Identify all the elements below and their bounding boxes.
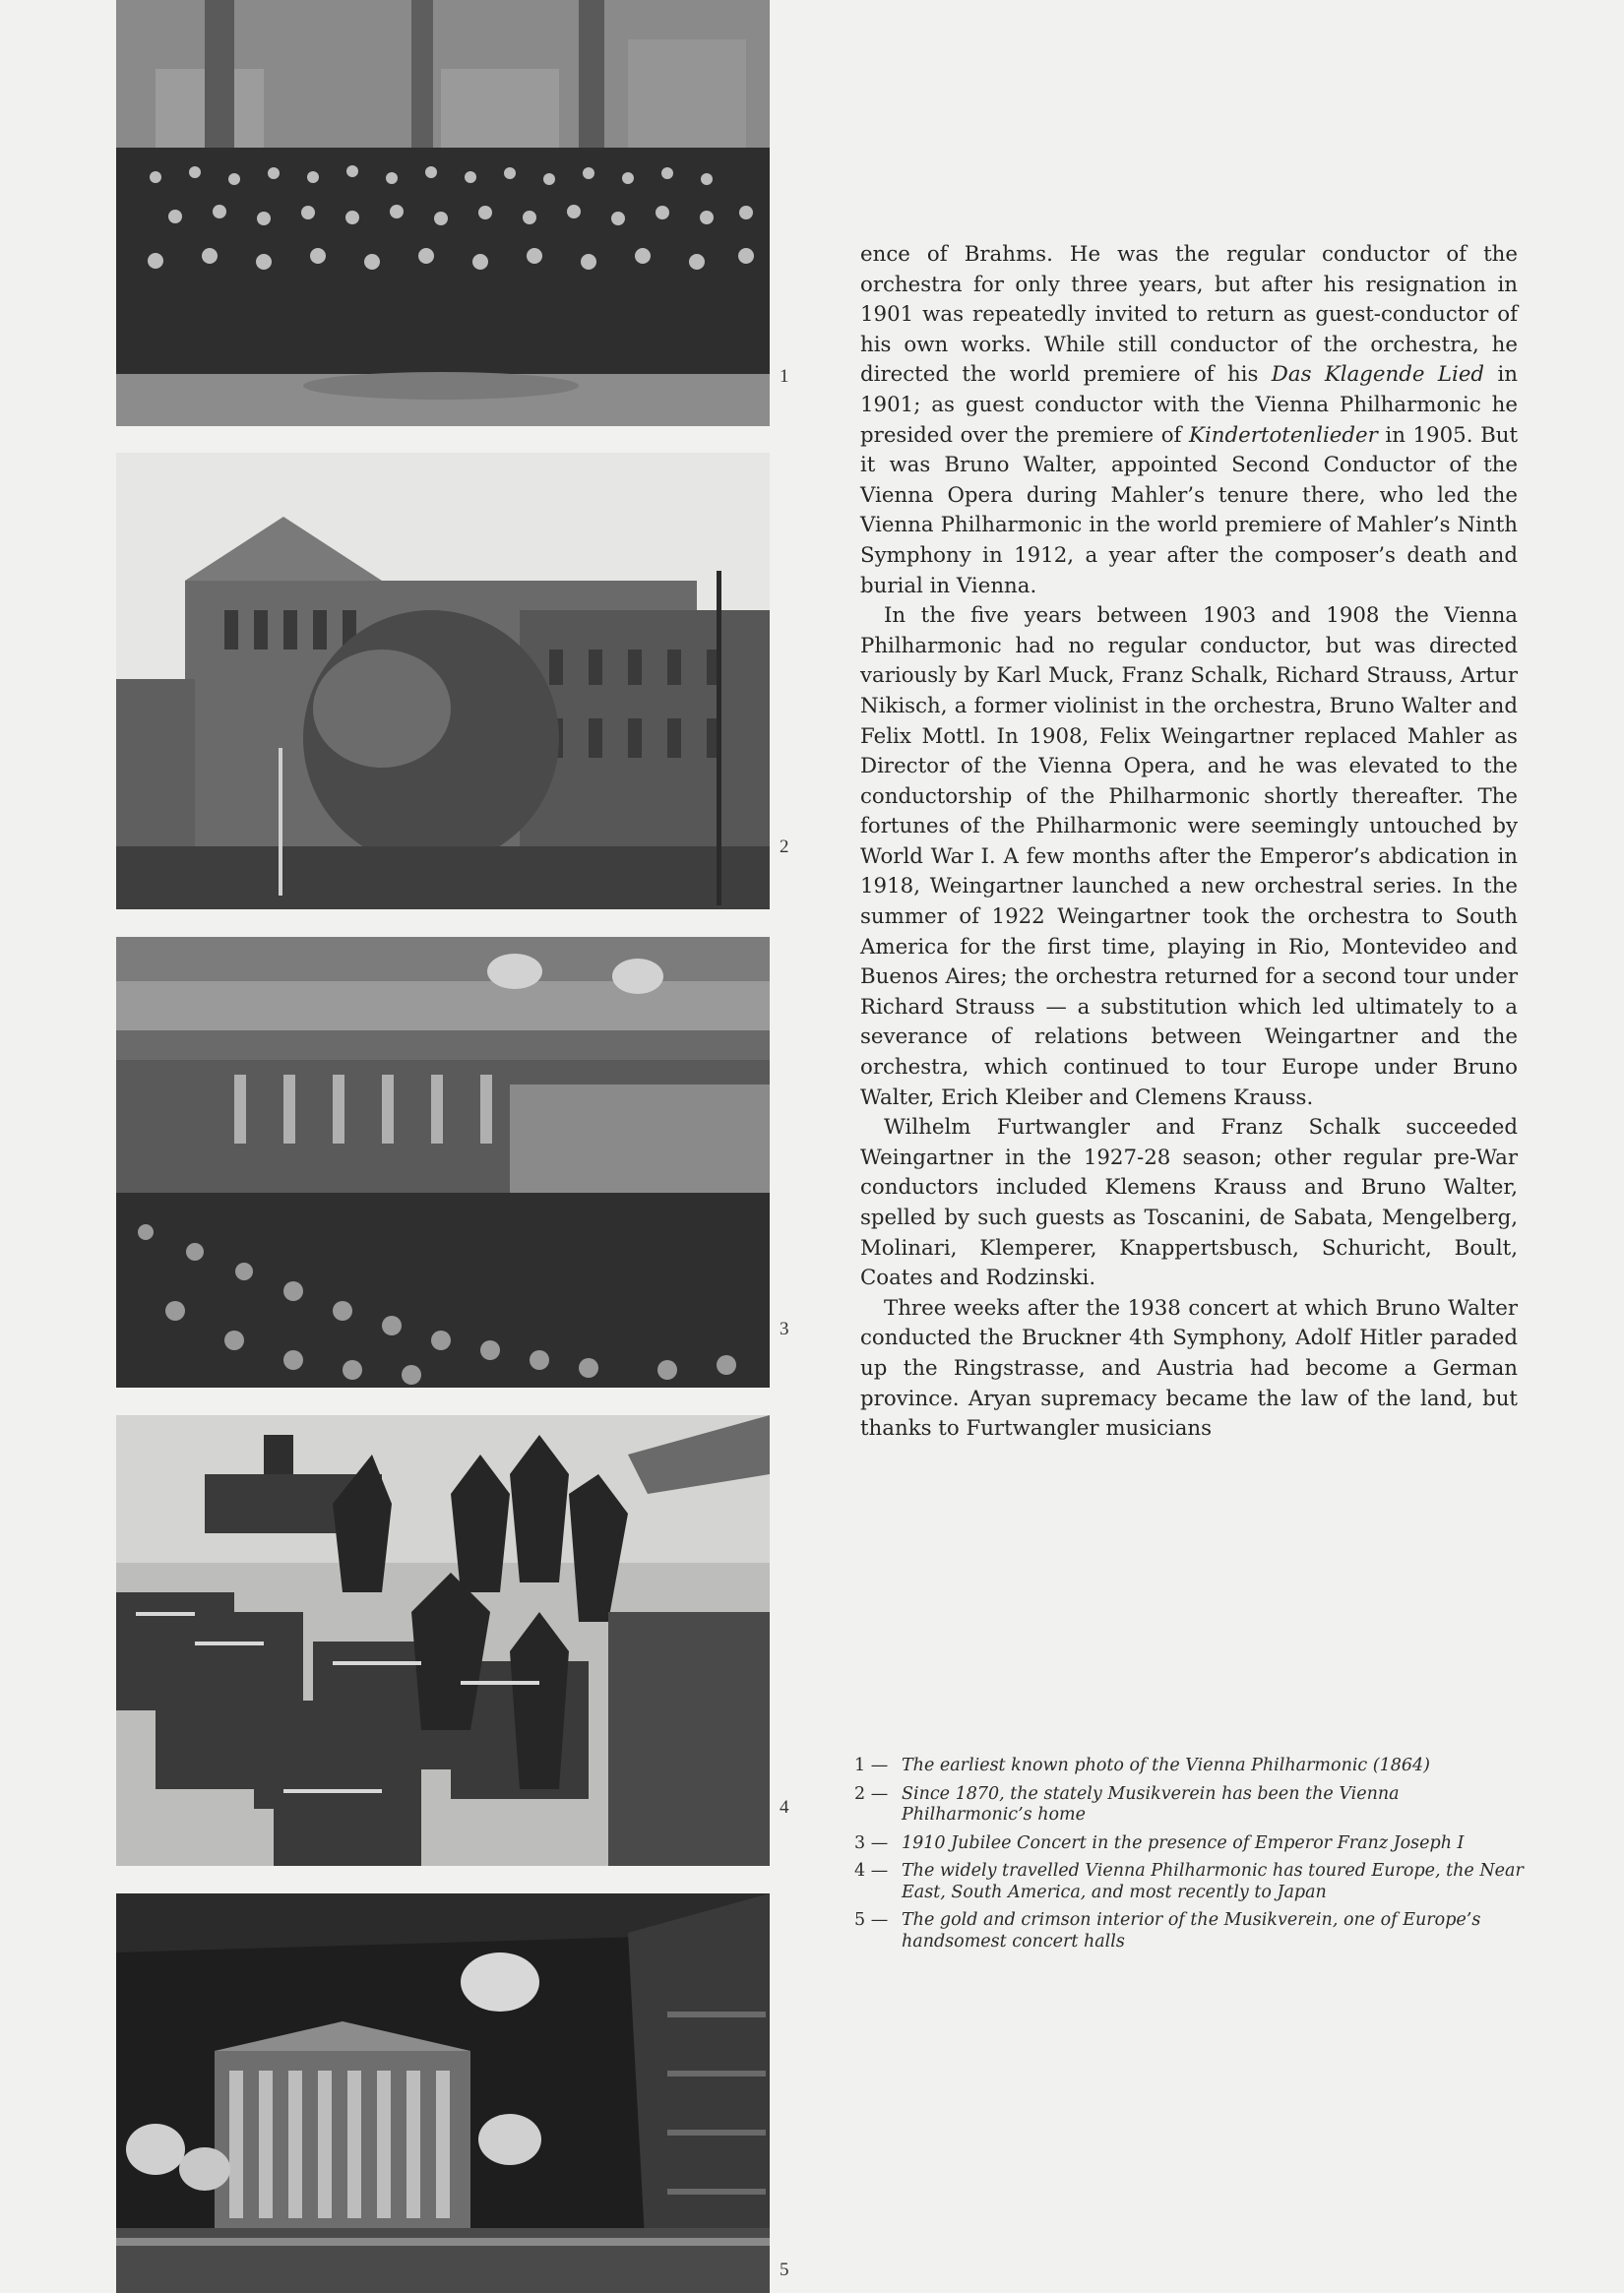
italic-title: Das Klagende Lied — [1271, 362, 1485, 388]
photo-number-1: 1 — [780, 366, 789, 387]
caption-number: 4 — — [854, 1861, 889, 1881]
photo-number-3: 3 — [780, 1319, 789, 1339]
caption-text: The earliest known photo of the Vienna Philharmonic (1864) — [902, 1756, 1430, 1775]
photo-number-5: 5 — [780, 2260, 789, 2280]
body-paragraph — [860, 1294, 1518, 1445]
italic-title: Kindertotenlieder — [1189, 422, 1378, 448]
photo-musikverein-interior — [116, 1893, 770, 2293]
caption-number: 2 — — [854, 1783, 889, 1804]
photo-orchestra-1864 — [116, 0, 770, 426]
article-body — [860, 240, 1518, 1445]
caption-number: 3 — — [854, 1832, 889, 1853]
photo-instrument-crates — [116, 1415, 770, 1866]
body-paragraph — [860, 240, 1518, 601]
photo-jubilee-concert — [116, 937, 770, 1388]
photo-number-4: 4 — [780, 1797, 789, 1818]
caption-text: The gold and crimson interior of the Musikverein, one of Europe’s handsomest concert halls — [902, 1910, 1481, 1952]
caption-2 — [854, 1784, 1526, 1827]
caption-3 — [854, 1833, 1526, 1855]
photo-captions — [854, 1756, 1526, 1959]
text-run: in 1901; as guest conductor with the Vienna Philharmonic he presided over the premiere of — [860, 362, 1518, 448]
text-run: In the five years between 1903 and 1908 the Vienna Philharmonic had no regular conductor, but was directed variously by Karl Muck, Franz Schalk, Richard Strauss, Artur Nikisch, a former violinist in the orchestra, Bruno Walter and Felix Mottl. In 1908, Felix Weingartner replaced Mahler as Director of the Vienna Opera, and he was elevated to the conductorship of the Philharmonic shortly thereafter. The fortunes of the Philharmonic were seemingly untouched by World War I. A few months after the Emperor’s abdication in 1918, Weingartner launched a new orchestral series. In the summer of 1922 Weingartner took the orchestra to South America for the first time, playing in Rio, Montevideo and Buenos Aires; the orchestra returned for a second tour under Richard Strauss — a substitution which led ultimately to a severance of relations between Weingartner and the orchestra, which continued to tour Europe under Bruno Walter, Erich Kleiber and Clemens Krauss. — [860, 603, 1518, 1110]
caption-1 — [854, 1756, 1526, 1777]
body-paragraph — [860, 1113, 1518, 1294]
caption-number: 5 — — [854, 1910, 889, 1930]
body-paragraph — [860, 601, 1518, 1113]
text-run: ence of Brahms. He was the regular conductor of the orchestra for only three years, but after his resignation in 1901 was repeatedly invited to return as guest-conductor of his own works. While still conductor of the orchestra, he directed the world premiere of his — [860, 242, 1518, 388]
photo-number-2: 2 — [780, 837, 789, 857]
text-run: Wilhelm Furtwangler and Franz Schalk succeeded Weingartner in the 1927-28 season; other regular pre-War conductors included Klemens Krauss and Bruno Walter, spelled by such guests as Toscanini, de Sabata, Mengelberg, Molinari, Klemperer, Knappertsbusch, Schuricht, Boult, Coates and Rodzinski. — [860, 1115, 1518, 1291]
caption-5 — [854, 1910, 1526, 1952]
photo-musikverein-exterior — [116, 453, 770, 909]
caption-text: Since 1870, the stately Musikverein has been the Vienna Philharmonic’s home — [902, 1783, 1400, 1825]
text-run: Three weeks after the 1938 concert at which Bruno Walter conducted the Bruckner 4th Symphony, Adolf Hitler paraded up the Ringstrasse, and Austria had become a German province. Aryan supremacy became the law of the land, but thanks to Furtwangler musicians — [860, 1295, 1518, 1442]
caption-text: The widely travelled Vienna Philharmonic has toured Europe, the Near East, South America, and most recently to Japan — [902, 1861, 1524, 1902]
caption-number: 1 — — [854, 1756, 889, 1775]
text-run: in 1905. But it was Bruno Walter, appointed Second Conductor of the Vienna Opera during Mahler’s tenure there, who led the Vienna Philharmonic in the world premiere of Mahler’s Ninth Symphony in 1912, a year after the composer’s death and burial in Vienna. — [860, 422, 1518, 598]
caption-text: 1910 Jubilee Concert in the presence of Emperor Franz Joseph I — [902, 1832, 1465, 1853]
caption-4 — [854, 1861, 1526, 1903]
